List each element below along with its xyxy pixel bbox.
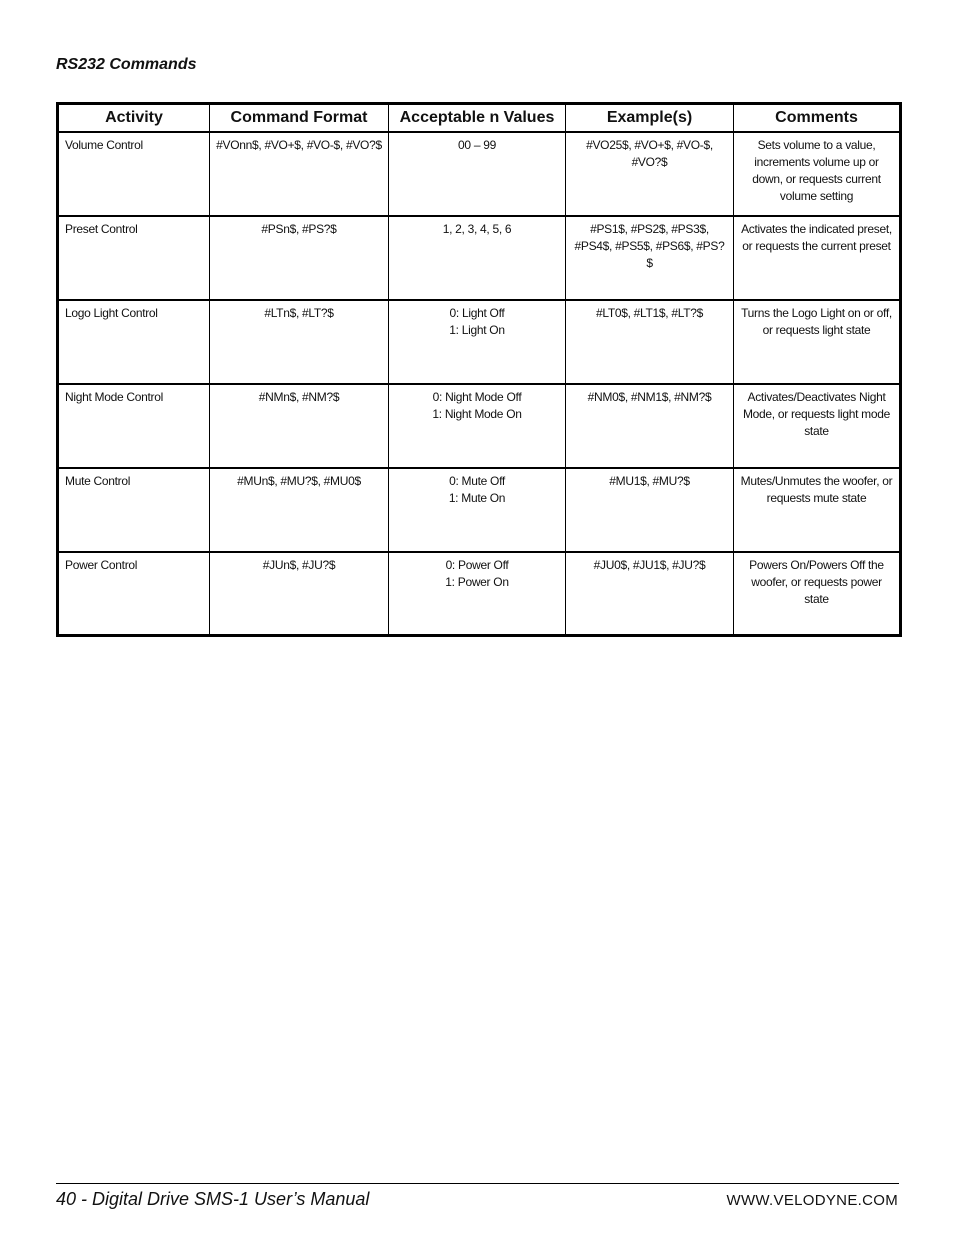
cell-comments: Sets volume to a value, increments volume up or down, or requests current volume setting (734, 132, 901, 216)
cell-activity: Night Mode Control (58, 384, 210, 468)
table-row (58, 132, 901, 216)
cell-examples: #MU1$, #MU?$ (566, 468, 734, 552)
cell-activity: Power Control (58, 552, 210, 636)
cell-comments: Turns the Logo Light on or off, or requests light state (734, 300, 901, 384)
cell-activity: Volume Control (58, 132, 210, 216)
cell-acceptable-values: 0: Light Off 1: Light On (389, 300, 566, 384)
cell-command-format: #JUn$, #JU?$ (210, 552, 389, 636)
cell-command-format: #LTn$, #LT?$ (210, 300, 389, 384)
cell-examples: #JU0$, #JU1$, #JU?$ (566, 552, 734, 636)
header-command-format: Command Format (210, 104, 389, 132)
cell-examples: #PS1$, #PS2$, #PS3$, #PS4$, #PS5$, #PS6$, #PS?$ (566, 216, 734, 300)
table-row (58, 468, 901, 552)
cell-acceptable-values: 0: Night Mode Off 1: Night Mode On (389, 384, 566, 468)
cell-comments: Mutes/Unmutes the woofer, or requests mute state (734, 468, 901, 552)
cell-activity: Mute Control (58, 468, 210, 552)
header-acceptable-values: Acceptable n Values (389, 104, 566, 132)
cell-acceptable-values: 0: Mute Off 1: Mute On (389, 468, 566, 552)
cell-command-format: #MUn$, #MU?$, #MU0$ (210, 468, 389, 552)
footer-page-label: 40 - Digital Drive SMS-1 User’s Manual (56, 1189, 370, 1209)
table-row (58, 384, 901, 468)
rs232-command-table (56, 102, 902, 637)
cell-acceptable-values: 00 – 99 (389, 132, 566, 216)
cell-comments: Powers On/Powers Off the woofer, or requests power state (749, 557, 884, 606)
cell-examples: #LT0$, #LT1$, #LT?$ (566, 300, 734, 384)
table-header-row (58, 104, 901, 132)
table-row (58, 216, 901, 300)
cell-comments: Activates the indicated preset, or requests the current preset (734, 216, 901, 300)
cell-activity: Logo Light Control (58, 300, 210, 384)
cell-examples: #VO25$, #VO+$, #VO-$, #VO?$ (566, 132, 734, 216)
cell-activity: Preset Control (58, 216, 210, 300)
footer-website: WWW.VELODYNE.COM (726, 1192, 898, 1209)
cell-comments: Activates/Deactivates Night Mode, or requests light mode state (734, 384, 901, 468)
footer-divider (56, 1183, 899, 1184)
cell-command-format: #PSn$, #PS?$ (210, 216, 389, 300)
cell-examples: #NM0$, #NM1$, #NM?$ (566, 384, 734, 468)
header-examples: Example(s) (566, 104, 734, 132)
table-row (58, 552, 901, 636)
cell-acceptable-values: 1, 2, 3, 4, 5, 6 (389, 216, 566, 300)
header-comments: Comments (734, 104, 901, 132)
table-row (58, 300, 901, 384)
cell-command-format: #NMn$, #NM?$ (210, 384, 389, 468)
header-activity: Activity (58, 104, 210, 132)
section-title: RS232 Commands (56, 56, 197, 73)
cell-command-format: #VOnn$, #VO+$, #VO-$, #VO?$ (210, 132, 389, 216)
cell-acceptable-values: 0: Power Off 1: Power On (389, 552, 566, 636)
